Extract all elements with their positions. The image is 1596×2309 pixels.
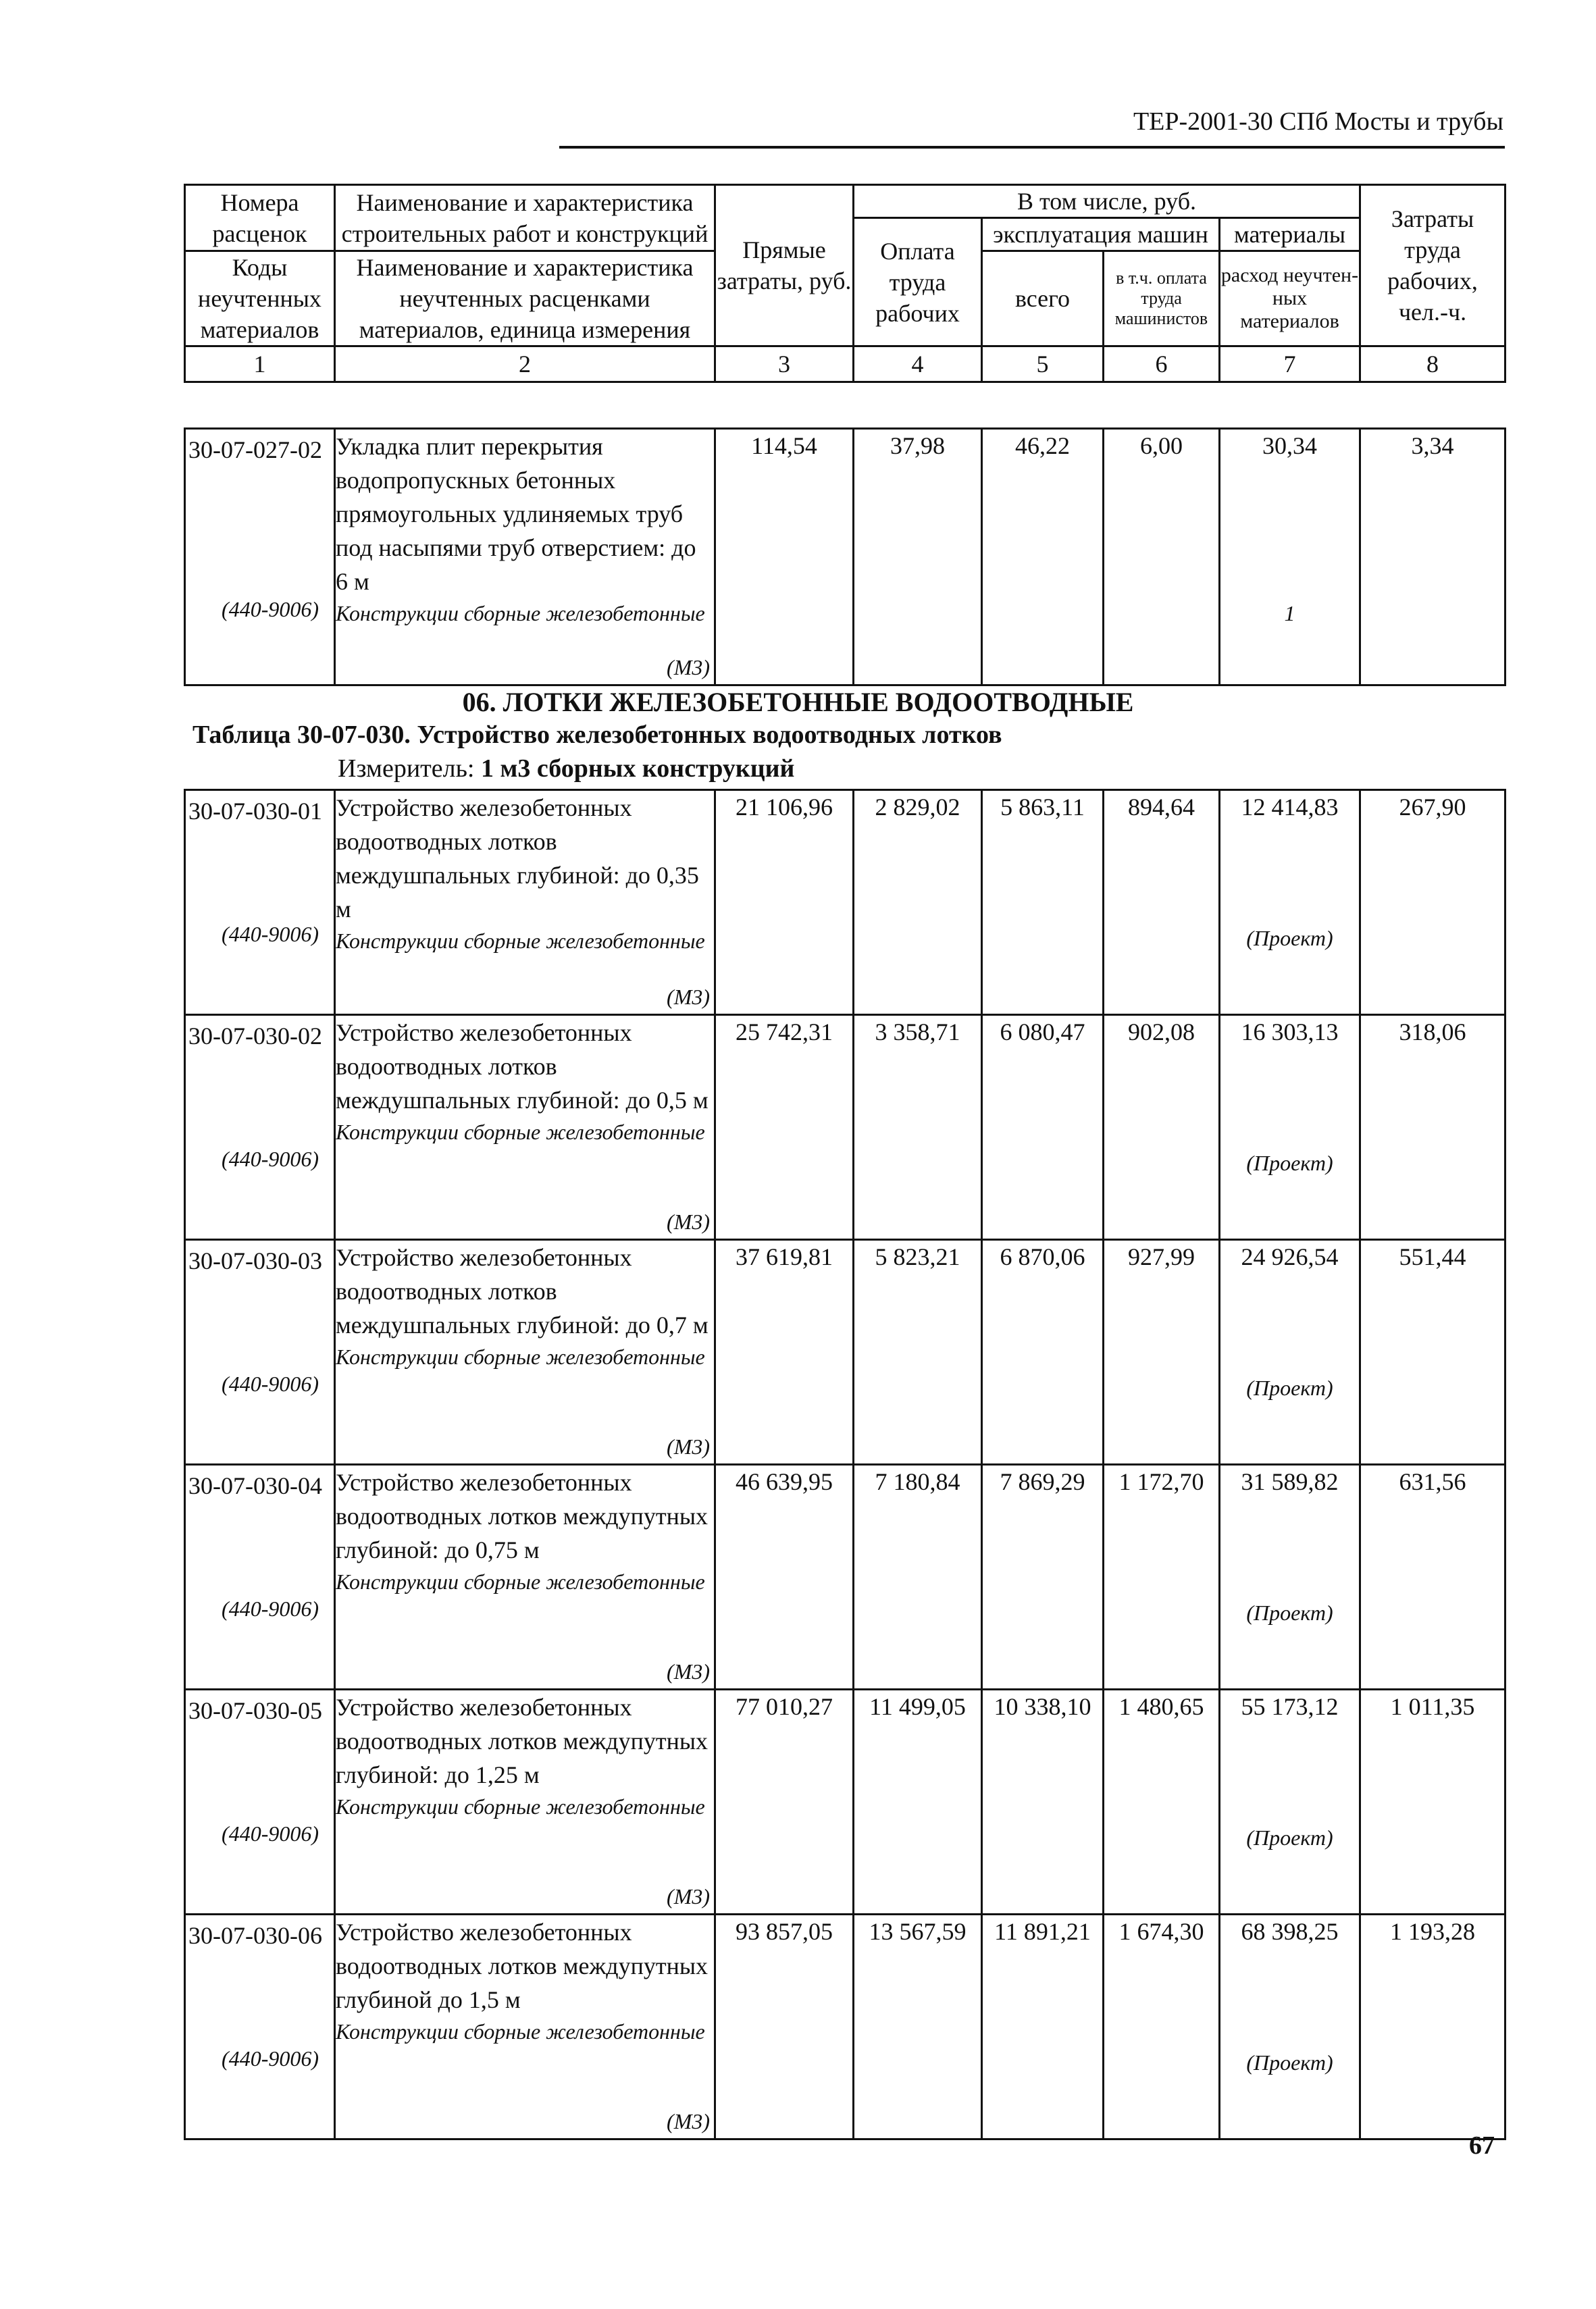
work-name: Устройство железобетонных водоотводных лотков междушпальных глубиной: до 0,5 м <box>336 1019 709 1114</box>
materials-cost: 12 414,83 <box>1241 794 1339 821</box>
running-header: ТЕР-2001-30 СПб Мосты и трубы <box>1133 107 1503 136</box>
rate-code-cell <box>185 1915 335 2139</box>
header-work-name: Наименование и характеристика строительных работ и конструкций <box>335 185 715 251</box>
materials-cost: 31 589,82 <box>1241 1468 1339 1495</box>
header-material-codes: Коды неучтенных материалов <box>185 251 335 346</box>
table-row <box>185 1465 1505 1690</box>
labor-hours: 1 011,35 <box>1360 1690 1505 1915</box>
rate-code-cell <box>185 1690 335 1915</box>
labor-pay: 13 567,59 <box>854 1915 982 2139</box>
materials-cell <box>1220 429 1360 685</box>
material-name: Конструкции сборные железобетонные <box>336 1569 705 1594</box>
work-name: Укладка плит перекрытия водопропускных бетонных прямоугольных удлиняемых труб под насыпями труб отверстием: до 6 м <box>336 433 696 595</box>
material-quantity: (Проект) <box>1246 1376 1333 1400</box>
unit: (М3) <box>667 655 710 679</box>
direct-costs: 114,54 <box>715 429 854 685</box>
material-name: Конструкции сборные железобетонные <box>336 1345 705 1369</box>
unit: (М3) <box>667 1210 710 1234</box>
header-direct-costs: Прямые затраты, руб. <box>715 185 854 346</box>
unit: (М3) <box>667 1434 710 1459</box>
material-quantity: (Проект) <box>1246 1151 1333 1175</box>
header-machines-total: всего <box>982 251 1104 346</box>
unit: (М3) <box>667 985 710 1009</box>
direct-costs: 37 619,81 <box>715 1240 854 1465</box>
section-title: 06. ЛОТКИ ЖЕЛЕЗОБЕТОННЫЕ ВОДООТВОДНЫЕ <box>462 687 1134 717</box>
direct-costs: 21 106,96 <box>715 790 854 1015</box>
rate-code: 30-07-030-01 <box>188 798 322 825</box>
column-number: 1 <box>185 346 335 382</box>
machines-total: 5 863,11 <box>982 790 1104 1015</box>
work-name-cell <box>335 1015 715 1240</box>
materials-cost: 55 173,12 <box>1241 1693 1339 1720</box>
labor-pay: 7 180,84 <box>854 1465 982 1690</box>
header-material-usage: расход неучтен-ных материалов <box>1220 251 1360 346</box>
machinist-pay: 927,99 <box>1104 1240 1220 1465</box>
column-number: 7 <box>1220 346 1360 382</box>
materials-cost: 16 303,13 <box>1241 1018 1339 1045</box>
material-code: (440-9006) <box>222 1372 319 1396</box>
rate-code-cell <box>185 429 335 685</box>
materials-cell <box>1220 1240 1360 1465</box>
materials-cost: 68 398,25 <box>1241 1918 1339 1945</box>
rate-code: 30-07-027-02 <box>188 436 322 463</box>
material-name: Конструкции сборные железобетонные <box>336 1120 705 1144</box>
rate-code: 30-07-030-03 <box>188 1247 322 1274</box>
machines-total: 46,22 <box>982 429 1104 685</box>
header-machinist-pay: в т.ч. оплата труда машинистов <box>1104 251 1220 346</box>
column-number: 8 <box>1360 346 1505 382</box>
rates-table-30-07-027 <box>184 427 1506 686</box>
labor-pay: 11 499,05 <box>854 1690 982 1915</box>
work-name-cell <box>335 1240 715 1465</box>
material-name: Конструкции сборные железобетонные <box>336 1794 705 1819</box>
labor-hours: 631,56 <box>1360 1465 1505 1690</box>
page-number: 67 <box>1469 2131 1495 2160</box>
table-row <box>185 1915 1505 2139</box>
material-name: Конструкции сборные железобетонные <box>336 2019 705 2044</box>
materials-cell <box>1220 1915 1360 2139</box>
work-name: Устройство железобетонных водоотводных лотков междупутных глубиной: до 0,75 м <box>336 1469 709 1563</box>
labor-hours: 551,44 <box>1360 1240 1505 1465</box>
labor-pay: 3 358,71 <box>854 1015 982 1240</box>
material-quantity: (Проект) <box>1246 926 1333 950</box>
material-code: (440-9006) <box>222 1597 319 1621</box>
machines-total: 6 870,06 <box>982 1240 1104 1465</box>
materials-cell <box>1220 1015 1360 1240</box>
work-name-cell <box>335 790 715 1015</box>
machinist-pay: 1 674,30 <box>1104 1915 1220 2139</box>
rate-code-cell <box>185 1015 335 1240</box>
direct-costs: 93 857,05 <box>715 1915 854 2139</box>
machines-total: 11 891,21 <box>982 1915 1104 2139</box>
labor-hours: 267,90 <box>1360 790 1505 1015</box>
materials-cell <box>1220 790 1360 1015</box>
machinist-pay: 6,00 <box>1104 429 1220 685</box>
header-labor-pay: Оплата труда рабочих <box>854 218 982 346</box>
machinist-pay: 1 172,70 <box>1104 1465 1220 1690</box>
material-quantity: (Проект) <box>1246 1825 1333 1850</box>
work-name: Устройство железобетонных водоотводных лотков междушпальных глубиной: до 0,35 м <box>336 794 699 923</box>
machinist-pay: 902,08 <box>1104 1015 1220 1240</box>
material-code: (440-9006) <box>222 597 319 621</box>
header-labor-hours: Затраты труда рабочих, чел.-ч. <box>1360 185 1505 346</box>
material-quantity: (Проект) <box>1246 2050 1333 2075</box>
machines-total: 10 338,10 <box>982 1690 1104 1915</box>
header-including: В том числе, руб. <box>854 185 1360 218</box>
column-number: 6 <box>1104 346 1220 382</box>
materials-cost: 30,34 <box>1262 432 1317 459</box>
direct-costs: 77 010,27 <box>715 1690 854 1915</box>
materials-cell <box>1220 1690 1360 1915</box>
rate-code: 30-07-030-06 <box>188 1922 322 1949</box>
work-name-cell <box>335 1465 715 1690</box>
header-rate-numbers: Номера расценок <box>185 185 335 251</box>
table-row <box>185 1015 1505 1240</box>
material-code: (440-9006) <box>222 1821 319 1846</box>
column-number: 2 <box>335 346 715 382</box>
table-row <box>185 790 1505 1015</box>
column-number: 3 <box>715 346 854 382</box>
unit: (М3) <box>667 1884 710 1909</box>
rate-code-cell <box>185 790 335 1015</box>
work-name-cell <box>335 1690 715 1915</box>
meter-label: Измеритель: <box>338 754 475 783</box>
rate-code-cell <box>185 1465 335 1690</box>
header-column-numbers <box>185 346 1505 382</box>
work-name: Устройство железобетонных водоотводных лотков междупутных глубиной: до 1,25 м <box>336 1694 709 1788</box>
material-quantity: 1 <box>1284 601 1295 625</box>
material-quantity: (Проект) <box>1246 1601 1333 1625</box>
table-row <box>185 1240 1505 1465</box>
work-name: Устройство железобетонных водоотводных лотков междупутных глубиной до 1,5 м <box>336 1919 709 2013</box>
machinist-pay: 894,64 <box>1104 790 1220 1015</box>
machines-total: 6 080,47 <box>982 1015 1104 1240</box>
labor-hours: 318,06 <box>1360 1015 1505 1240</box>
work-name: Устройство железобетонных водоотводных лотков междушпальных глубиной: до 0,7 м <box>336 1244 709 1339</box>
material-name: Конструкции сборные железобетонные <box>336 929 705 953</box>
work-name-cell <box>335 429 715 685</box>
material-code: (440-9006) <box>222 2046 319 2071</box>
labor-hours: 1 193,28 <box>1360 1915 1505 2139</box>
unit: (М3) <box>667 1659 710 1684</box>
material-code: (440-9006) <box>222 1147 319 1171</box>
table-row <box>185 1690 1505 1915</box>
column-number: 5 <box>982 346 1104 382</box>
direct-costs: 25 742,31 <box>715 1015 854 1240</box>
machines-total: 7 869,29 <box>982 1465 1104 1690</box>
labor-pay: 37,98 <box>854 429 982 685</box>
direct-costs: 46 639,95 <box>715 1465 854 1690</box>
machinist-pay: 1 480,65 <box>1104 1690 1220 1915</box>
header-machines: эксплуатация машин <box>982 218 1220 251</box>
meter-line <box>338 754 794 783</box>
labor-pay: 5 823,21 <box>854 1240 982 1465</box>
header-materials: материалы <box>1220 218 1360 251</box>
rate-code: 30-07-030-04 <box>188 1472 322 1499</box>
work-name-cell <box>335 1915 715 2139</box>
header-rule <box>559 146 1505 149</box>
material-name: Конструкции сборные железобетонные <box>336 601 705 625</box>
rate-code: 30-07-030-02 <box>188 1022 322 1049</box>
rate-code-cell <box>185 1240 335 1465</box>
rate-code: 30-07-030-05 <box>188 1697 322 1724</box>
table-row <box>185 429 1505 685</box>
materials-cost: 24 926,54 <box>1241 1243 1339 1270</box>
unit: (М3) <box>667 2109 710 2133</box>
rates-table-30-07-030 <box>184 789 1506 2140</box>
table-title: Таблица 30-07-030. Устройство железобетонных водоотводных лотков <box>192 721 1002 749</box>
header-material-names: Наименование и характеристика неучтенных расценками материалов, единица измерения <box>335 251 715 346</box>
labor-pay: 2 829,02 <box>854 790 982 1015</box>
column-number: 4 <box>854 346 982 382</box>
meter-value: 1 м3 сборных конструкций <box>481 754 795 783</box>
table-header <box>184 184 1506 383</box>
material-code: (440-9006) <box>222 922 319 946</box>
materials-cell <box>1220 1465 1360 1690</box>
labor-hours: 3,34 <box>1360 429 1505 685</box>
